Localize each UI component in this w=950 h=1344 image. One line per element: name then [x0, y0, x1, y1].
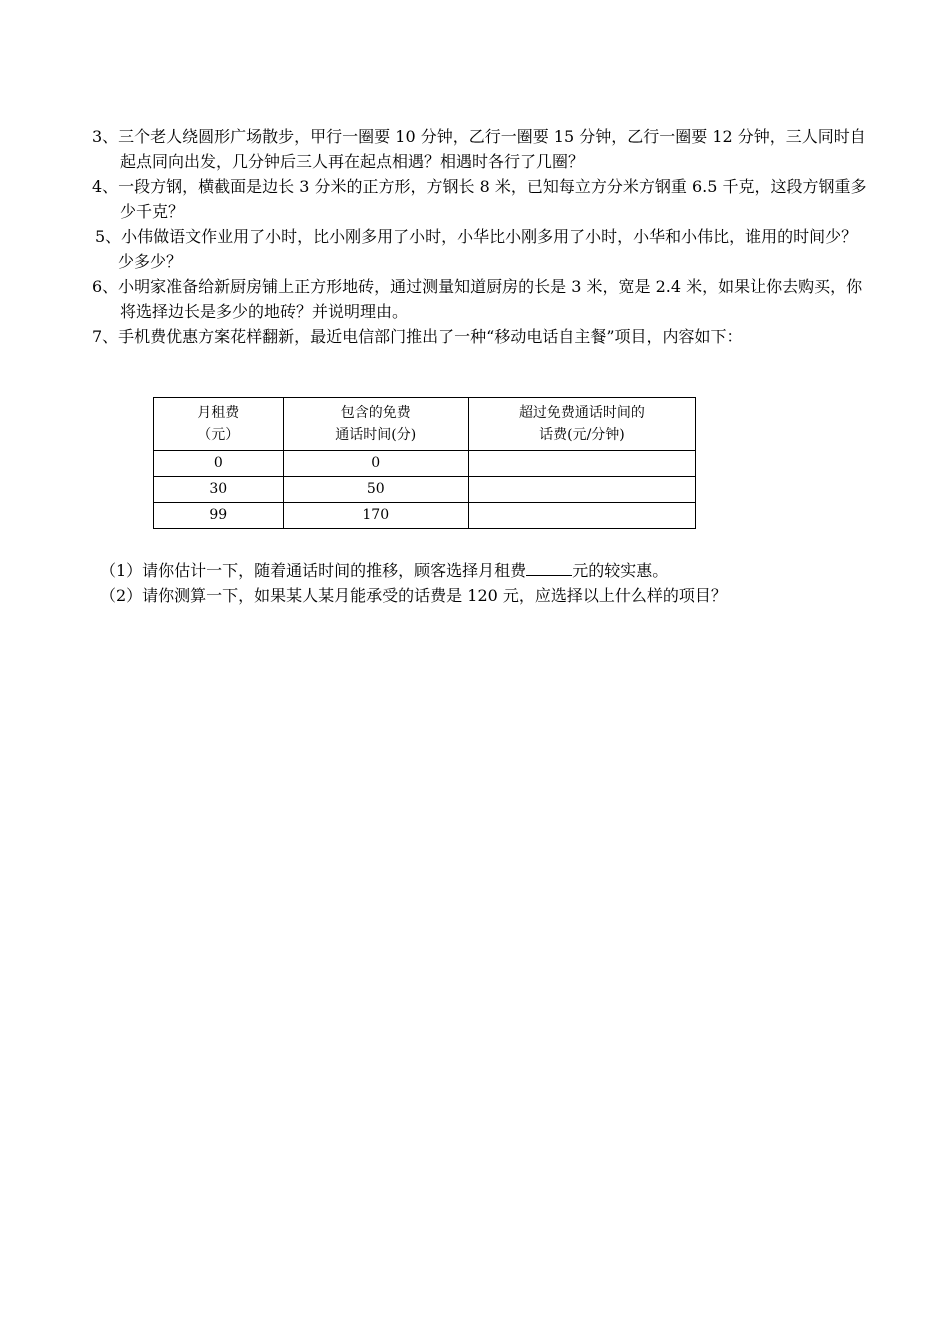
table-cell: 30: [154, 477, 284, 503]
table-cell: 99: [154, 503, 284, 529]
problem-5: 5、小伟做语文作业用了小时，比小刚多用了小时，小华比小刚多用了小时，小华和小伟比，谁用的时间少？少多少？: [95, 227, 858, 271]
table-cell[interactable]: [468, 451, 695, 477]
table-header-row: [154, 398, 696, 451]
problem-4: 4、一段方钢，横截面是边长 3 分米的正方形，方钢长 8 米，已知每立方分米方钢重 6.5 千克，这段方钢重多少千克？: [92, 177, 867, 221]
table-cell: 0: [283, 451, 468, 477]
header-line: 通话时间(分): [335, 427, 417, 443]
header-line: 包含的免费: [340, 405, 411, 421]
question-2: （2）请你测算一下，如果某人某月能承受的话费是 120 元，应选择以上什么样的项目？: [100, 586, 727, 605]
table-row: [154, 451, 696, 477]
header-line: 超过免费通话时间的: [518, 405, 645, 421]
problem-3: 3、三个老人绕圆形广场散步，甲行一圈要 10 分钟，乙行一圈要 15 分钟，乙行一圈要 12 分钟，三人同时自起点同向出发，几分钟后三人再在起点相遇？相遇时各行了几圈？: [92, 127, 866, 171]
table-cell: 170: [283, 503, 468, 529]
table-cell[interactable]: [468, 503, 695, 529]
header-free-minutes: [283, 398, 468, 451]
table-row: [154, 477, 696, 503]
header-line: （元）: [197, 427, 240, 443]
header-overage-rate: [468, 398, 695, 451]
question-1-text: （1）请你估计一下，随着通话时间的推移，顾客选择月租费: [100, 561, 527, 580]
table-cell[interactable]: [468, 477, 695, 503]
question-1-text-end: 元的较实惠。: [572, 561, 669, 580]
header-monthly-fee: [154, 398, 284, 451]
header-line: 话费(元/分钟): [539, 427, 625, 443]
header-line: 月租费: [197, 405, 240, 421]
answer-blank[interactable]: [526, 558, 572, 576]
phone-plan-table: [153, 397, 696, 529]
table-cell: 50: [283, 477, 468, 503]
problem-list: [92, 124, 872, 349]
problem-7: 7、手机费优惠方案花样翻新，最近电信部门推出了一种“移动电话自主餐”项目，内容如下：: [92, 327, 743, 346]
sub-questions: [100, 558, 880, 608]
table-cell: 0: [154, 451, 284, 477]
problem-6: 6、小明家准备给新厨房铺上正方形地砖，通过测量知道厨房的长是 3 米，宽是 2.4 米，如果让你去购买，你将选择边长是多少的地砖？并说明理由。: [92, 277, 863, 321]
question-1: [100, 558, 880, 583]
table-row: [154, 503, 696, 529]
